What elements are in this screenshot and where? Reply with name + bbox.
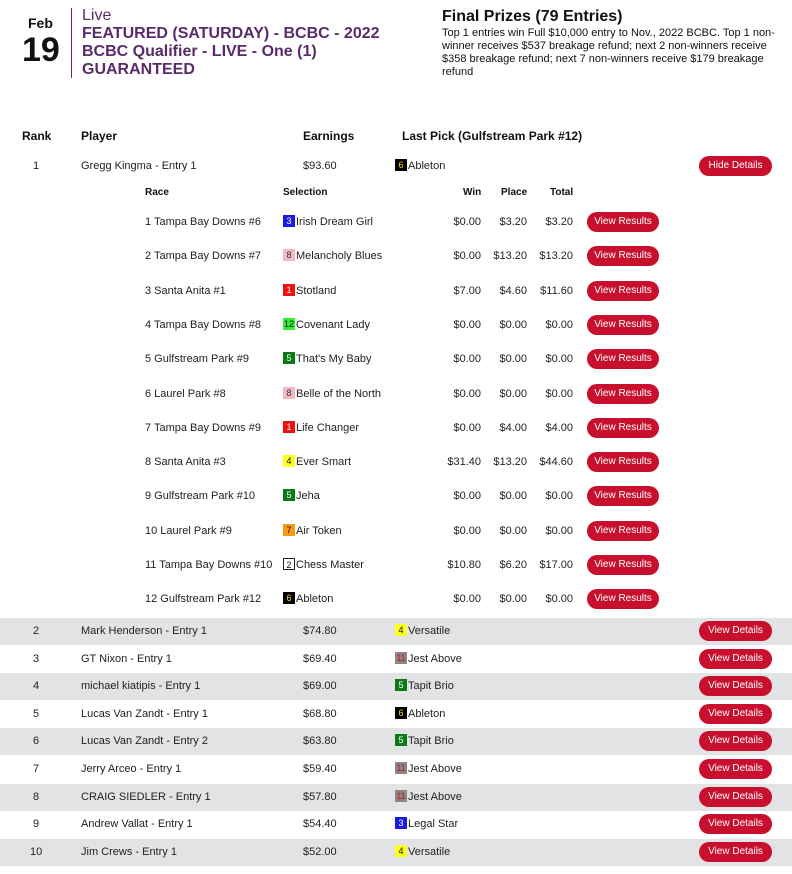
earnings-value: $63.80 [303,735,337,748]
header-divider [71,8,72,78]
horse-name: Jest Above [408,790,462,803]
program-number-badge: 6 [283,592,295,604]
program-number-badge: 6 [395,159,407,171]
win-value: $0.00 [453,421,481,434]
selection [283,239,382,273]
total-value: $13.20 [539,250,573,263]
sub-header-win: Win [463,187,482,198]
horse-name: Irish Dream Girl [296,216,374,228]
program-number-badge: 4 [395,845,407,857]
program-number-badge: 5 [283,489,295,501]
race-row [0,308,792,342]
race-row [0,239,792,273]
place-value: $4.00 [499,421,527,434]
race-name: 5 Gulfstream Park #9 [145,353,249,366]
race-name: 11 Tampa Bay Downs #10 [145,559,273,571]
total-value: $0.00 [545,318,573,331]
earnings-value: $59.40 [303,763,337,775]
race-row [0,342,792,376]
rank-value: 7 [33,763,40,775]
table-row [0,756,792,783]
last-pick [395,839,450,866]
view-details-button[interactable]: View Details [699,759,772,779]
earnings-value: $54.40 [303,818,337,831]
horse-name: Ableton [408,160,446,172]
view-results-button[interactable]: View Results [587,212,659,232]
date-month: Feb [28,15,53,31]
total-value: $0.00 [545,353,573,366]
table-row [0,673,792,700]
win-value: $0.00 [453,250,481,263]
event-title: FEATURED (SATURDAY) - BCBC - 2022 BCBC Qualifier - LIVE - One (1) GUARANTEED [82,25,380,78]
selection [283,377,381,411]
player-name: CRAIG SIEDLER - Entry 1 [81,790,211,803]
race-row [0,377,792,411]
race-name: 9 Gulfstream Park #10 [145,490,256,503]
player-name: Jerry Arceo - Entry 1 [81,763,182,775]
table-row [0,701,792,728]
table-row [0,646,792,673]
rank-value: 9 [33,818,40,831]
program-number-badge: 6 [395,707,407,719]
player-name: michael kiatipis - Entry 1 [81,680,201,693]
earnings-value: $68.80 [303,707,337,720]
player-name: Mark Henderson - Entry 1 [81,625,207,637]
view-results-button[interactable]: View Results [587,281,659,301]
race-row [0,445,792,479]
column-header-last-pick: Last Pick (Gulfstream Park #12) [402,129,583,143]
view-results-button[interactable]: View Results [587,452,659,472]
horse-name: Jest Above [408,652,462,665]
last-pick [395,673,454,700]
place-value: $0.00 [499,353,527,366]
place-value: $3.20 [499,216,527,228]
horse-name: Ableton [296,593,334,606]
earnings-value: $52.00 [303,845,337,858]
horse-name: That's My Baby [296,353,372,366]
view-results-button[interactable]: View Results [587,384,659,404]
rank-value: 10 [30,845,43,858]
horse-name: Ableton [408,707,446,720]
table-row [0,728,792,755]
event-status: Live [82,7,112,24]
selection [283,411,359,445]
program-number-badge: 2 [283,558,295,570]
view-results-button[interactable]: View Results [587,521,659,541]
player-name: Lucas Van Zandt - Entry 1 [81,707,208,720]
total-value: $3.20 [545,216,573,228]
horse-name: Legal Star [408,818,459,831]
place-value: $13.20 [493,250,527,263]
column-header-rank: Rank [22,129,52,143]
rank-value: 8 [33,790,40,803]
sub-header-total: Total [550,187,574,198]
rank-value: 6 [33,735,40,748]
rank-value: 5 [33,707,40,720]
view-results-button[interactable]: View Results [587,418,659,438]
earnings-value: $93.60 [303,160,337,172]
contest-header [0,0,792,90]
rank-value: 2 [33,625,40,637]
win-value: $0.00 [453,524,481,537]
program-number-badge: 12 [284,318,295,329]
last-pick [395,153,445,180]
table-row [0,839,792,866]
selection [283,548,364,582]
program-number-badge: 3 [395,817,407,829]
view-details-button[interactable]: View Details [699,731,772,751]
last-pick [395,701,445,728]
program-number-badge: 7 [283,524,295,536]
race-name: 6 Laurel Park #8 [145,387,226,400]
earnings-value: $74.80 [303,625,337,637]
win-value: $31.40 [447,456,481,469]
total-value: $44.60 [539,456,573,469]
race-row [0,582,792,616]
race-row [0,411,792,445]
race-row [0,205,792,239]
selection [283,445,351,479]
view-results-button[interactable]: View Results [587,246,659,266]
last-pick [395,618,450,645]
program-number-badge: 4 [283,455,295,467]
rank-value: 3 [33,652,40,665]
total-value: $0.00 [545,593,573,606]
player-name: Jim Crews - Entry 1 [81,845,177,858]
total-value: $17.00 [539,559,573,571]
place-value: $0.00 [499,593,527,606]
horse-name: Versatile [408,845,451,858]
earnings-value: $69.00 [303,680,337,693]
race-row [0,479,792,513]
view-details-button[interactable]: View Details [699,704,772,724]
sub-header-place: Place [501,187,528,198]
view-results-button[interactable]: View Results [587,349,659,369]
horse-name: Stotland [296,284,337,297]
race-name: 4 Tampa Bay Downs #8 [145,318,261,331]
race-name: 3 Santa Anita #1 [145,284,226,297]
table-row [0,618,792,645]
race-name: 8 Santa Anita #3 [145,456,226,469]
program-number-badge: 8 [283,249,295,261]
last-pick [395,728,454,755]
hide-details-button[interactable]: Hide Details [699,156,772,176]
horse-name: Air Token [296,524,342,537]
race-name: 7 Tampa Bay Downs #9 [145,421,261,434]
horse-name: Jest Above [408,763,462,775]
total-value: $4.00 [545,421,573,434]
selection [283,342,371,376]
place-value: $6.20 [499,559,527,571]
view-results-button[interactable]: View Results [587,555,659,575]
win-value: $0.00 [453,353,481,366]
player-name: Andrew Vallat - Entry 1 [81,818,193,831]
sub-header-selection: Selection [283,187,328,198]
program-number-badge: 4 [395,624,407,636]
player-name: Lucas Van Zandt - Entry 2 [81,735,208,748]
view-details-button[interactable]: View Details [699,787,772,807]
place-value: $4.60 [499,284,527,297]
last-pick [395,756,462,783]
race-row [0,274,792,308]
table-row [0,153,792,180]
selection [283,274,336,308]
player-name: GT Nixon - Entry 1 [81,652,172,665]
program-number-badge: 5 [395,734,407,746]
program-number-badge: 1 [283,284,295,296]
view-results-button[interactable]: View Results [587,486,659,506]
race-row [0,548,792,582]
selection [283,308,370,342]
prizes-description: Top 1 entries win Full $10,000 entry to Nov., 2022 BCBC. Top 1 non-winner receives $537 breakage refund; next 2 non-winners receive $358 breakage refund; next 7 non-winners receive $179 breakage refund [442,27,775,78]
earnings-value: $69.40 [303,652,337,665]
total-value: $0.00 [545,490,573,503]
column-header-earnings: Earnings [303,129,355,143]
rank-value: 4 [33,680,40,693]
place-value: $0.00 [499,387,527,400]
horse-name: Tapit Brio [408,735,454,748]
win-value: $0.00 [453,216,481,228]
last-pick [395,784,462,811]
view-details-button[interactable]: View Details [699,814,772,834]
horse-name: Versatile [408,625,451,637]
selection [283,479,320,513]
view-details-button[interactable]: View Details [699,676,772,696]
total-value: $0.00 [545,524,573,537]
table-row [0,784,792,811]
date-day: 19 [22,31,60,69]
win-value: $0.00 [453,318,481,331]
total-value: $0.00 [545,387,573,400]
race-name: 2 Tampa Bay Downs #7 [145,250,261,263]
view-details-button[interactable]: View Details [699,649,772,669]
view-details-button[interactable]: View Details [699,842,772,862]
earnings-value: $57.80 [303,790,337,803]
program-number-badge: 3 [283,215,295,227]
race-row [0,514,792,548]
horse-name: Life Changer [296,421,359,434]
program-number-badge: 8 [283,387,295,399]
sub-header-race: Race [145,187,169,198]
player-name: Gregg Kingma - Entry 1 [81,160,197,172]
program-number-badge: 5 [283,352,295,364]
horse-name: Melancholy Blues [296,250,383,263]
prizes-title: Final Prizes (79 Entries) [442,8,623,25]
program-number-badge: 11 [396,652,406,663]
win-value: $0.00 [453,490,481,503]
selection [283,514,342,548]
column-header-player: Player [81,129,118,143]
view-details-button[interactable]: View Details [699,621,772,641]
horse-name: Jeha [296,490,320,503]
place-value: $0.00 [499,524,527,537]
program-number-badge: 5 [395,679,407,691]
race-name: 12 Gulfstream Park #12 [145,593,262,606]
view-results-button[interactable]: View Results [587,589,659,609]
selection [283,205,373,239]
win-value: $7.00 [453,284,481,297]
rank-value: 1 [33,160,40,172]
program-number-badge: 11 [396,763,406,774]
last-pick [395,811,458,838]
horse-name: Belle of the North [296,387,381,400]
selection [283,582,333,616]
total-value: $11.60 [540,284,573,297]
win-value: $10.80 [447,559,481,571]
place-value: $0.00 [499,490,527,503]
last-pick [395,646,462,673]
table-row [0,811,792,838]
horse-name: Covenant Lady [296,318,371,331]
program-number-badge: 11 [396,790,406,801]
place-value: $13.20 [493,456,527,469]
program-number-badge: 1 [283,421,295,433]
horse-name: Chess Master [296,559,364,571]
place-value: $0.00 [499,318,527,331]
win-value: $0.00 [453,387,481,400]
horse-name: Tapit Brio [408,680,454,693]
race-name: 10 Laurel Park #9 [145,524,232,537]
view-results-button[interactable]: View Results [587,315,659,335]
race-name: 1 Tampa Bay Downs #6 [145,216,261,228]
horse-name: Ever Smart [296,456,352,469]
win-value: $0.00 [453,593,481,606]
